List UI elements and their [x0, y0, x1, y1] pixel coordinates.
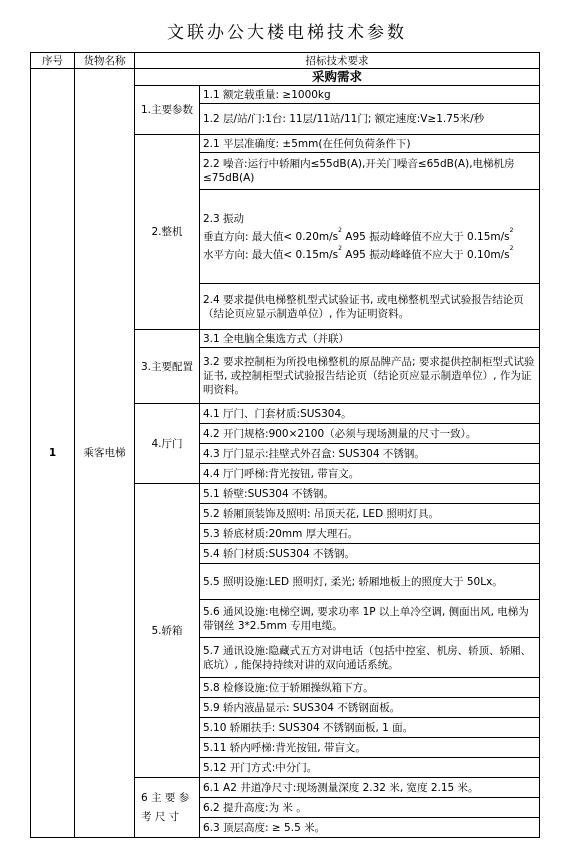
- table-row: [31, 69, 540, 86]
- spec-cell: 2.1 平层准确度: ±5mm(在任何负荷条件下): [200, 135, 540, 153]
- spec-cell: 5.1 轿壁:SUS304 不锈钢。: [200, 484, 540, 504]
- spec-cell: 1.2 层/站/门:1台: 11层/11站/11门; 额定速度:V≥1.75米/秒: [200, 104, 540, 135]
- document-title: 文联办公大楼电梯技术参数: [167, 23, 407, 43]
- vibration-title: 2.3 振动: [203, 212, 245, 225]
- spec-cell: 4.4 厅门呼梯:背光按钮, 带盲文。: [200, 464, 540, 484]
- header-requirements: 招标技术要求: [135, 53, 540, 69]
- spec-cell: 5.4 轿门材质:SUS304 不锈钢。: [200, 544, 540, 564]
- spec-cell: 3.1 全电脑全集选方式（并联）: [200, 330, 540, 348]
- category-main-config: 3.主要配置: [135, 330, 200, 404]
- spec-cell: 5.8 检修设施:位于轿厢操纵箱下方。: [200, 678, 540, 698]
- spec-cell: 2.2 噪音:运行中轿厢内≤55dB(A),开关门噪音≤65dB(A),电梯机房≤75dB(A): [200, 153, 540, 190]
- vibration-vertical: 垂直方向: 最大值< $0.20m/s^2$ A95 振动峰峰值不应大于 $0.15m/s^2$: [203, 226, 514, 243]
- spec-cell: 6.2 提升高度:为 米 。: [200, 798, 540, 818]
- spec-cell: 5.11 轿内呼梯:背光按钮, 带盲文。: [200, 738, 540, 758]
- spec-cell: 5.10 轿厢扶手: SUS304 不锈钢面板, 1 面。: [200, 718, 540, 738]
- vibration-horizontal: 水平方向: 最大值< $0.15m/s^2$ A95 振动峰峰值不应大于 $0.10m/s^2$: [203, 244, 514, 261]
- spec-cell: 4.1 厅门、门套材质:SUS304。: [200, 404, 540, 424]
- spec-cell-vibration: [200, 190, 540, 284]
- spec-cell: 5.2 轿厢顶装饰及照明: 吊顶天花, LED 照明灯具。: [200, 504, 540, 524]
- spec-cell: 6.3 顶层高度: ≥ 5.5 米。: [200, 818, 540, 838]
- spec-cell: 1.1 额定载重量: ≥1000kg: [200, 86, 540, 104]
- goods-name: 乘客电梯: [75, 69, 135, 838]
- spec-cell: 5.3 轿底材质:20mm 厚大理石。: [200, 524, 540, 544]
- header-seq: 序号: [31, 53, 75, 69]
- header-row: [31, 53, 540, 69]
- spec-cell: 5.7 通讯设施:隐藏式五方对讲电话（包括中控室、机房、轿顶、轿厢、底坑）, 能保持持续对讲的双向通话系统。: [200, 638, 540, 678]
- category-main-params: 1.主要参数: [135, 86, 200, 135]
- spec-cell: 5.12 开门方式:中分门。: [200, 758, 540, 778]
- category-reference-dimensions: 6 主 要 参 考 尺 寸: [135, 778, 200, 838]
- spec-cell: 3.2 要求控制柜为所投电梯整机的原品牌产品; 要求提供控制柜型式试验证书, 或控制柜型式试验报告结论页（结论页应显示制造单位）, 作为证明资料。: [200, 348, 540, 404]
- spec-table: [30, 52, 540, 838]
- spec-cell: 5.9 轿内液晶显示: SUS304 不锈钢面板。: [200, 698, 540, 718]
- section-heading: 采购需求: [135, 69, 540, 86]
- spec-cell: 2.4 要求提供电梯整机型式试验证书, 或电梯整机型式试验报告结论页（结论页应显示制造单位）, 作为证明资料。: [200, 284, 540, 330]
- spec-cell: 4.3 厅门显示:挂壁式外召盒: SUS304 不锈钢。: [200, 444, 540, 464]
- seq-number: 1: [31, 69, 75, 838]
- category-landing-door: 4.厅门: [135, 404, 200, 484]
- spec-cell: 4.2 开门规格:900×2100（必须与现场测量的尺寸一致）。: [200, 424, 540, 444]
- category-whole-machine: 2.整机: [135, 135, 200, 330]
- spec-cell: 6.1 A2 井道净尺寸:现场测量深度 2.32 米, 宽度 2.15 米。: [200, 778, 540, 798]
- spec-cell: 5.6 通风设施:电梯空调, 要求功率 1P 以上单冷空调, 侧面出风, 电梯为带钢丝 3*2.5mm 专用电缆。: [200, 600, 540, 638]
- spec-cell: 5.5 照明设施:LED 照明灯, 柔光; 轿厢地板上的照度大于 50Lx。: [200, 564, 540, 600]
- header-goods: 货物名称: [75, 53, 135, 69]
- category-car: 5.轿箱: [135, 484, 200, 778]
